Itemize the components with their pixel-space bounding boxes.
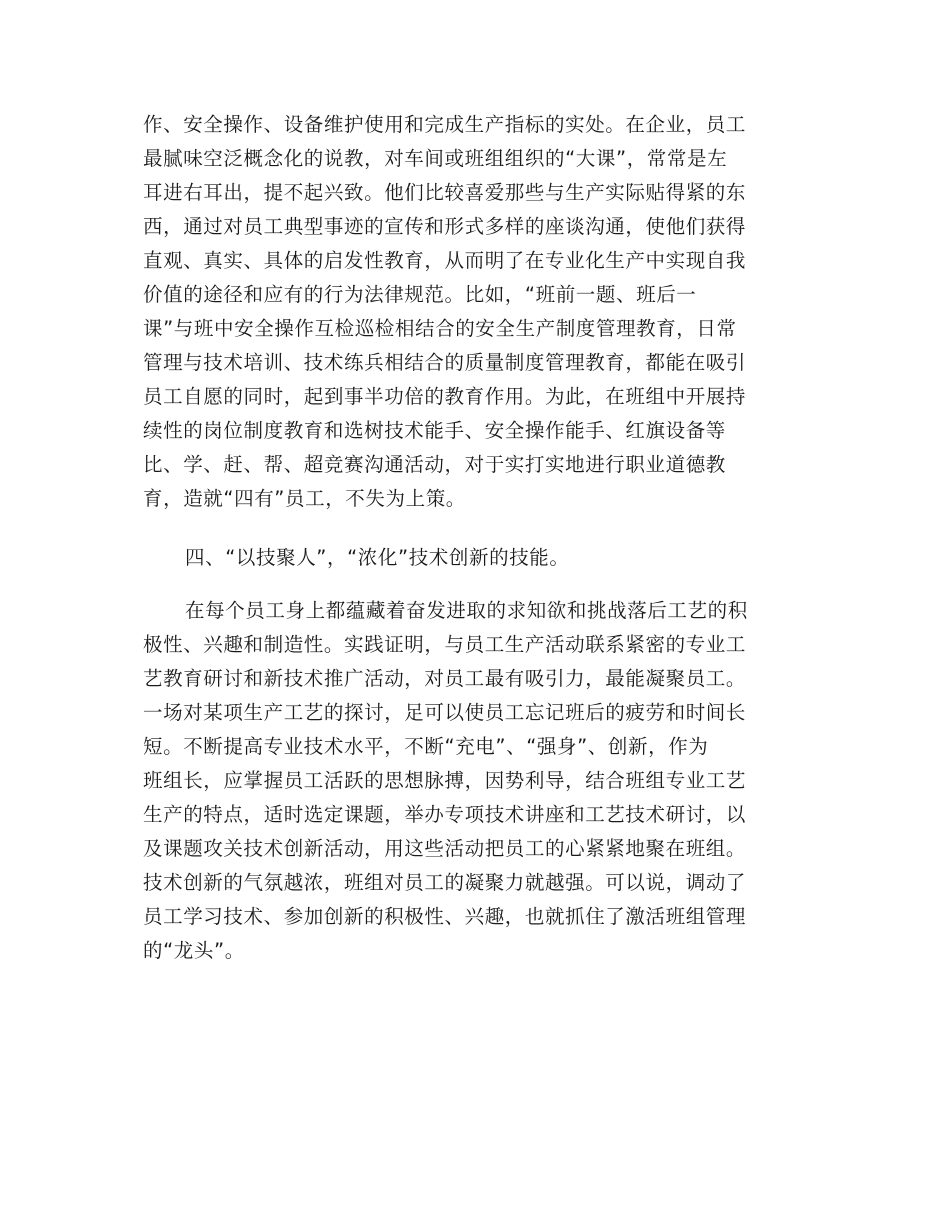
- paragraph-2-line: 员工学习技术、参加创新的积极性、兴趣，也就抓住了激活班组管理: [143, 905, 747, 928]
- paragraph-2-line: 一场对某项生产工艺的探讨，足可以使员工忘记班后的疲劳和时间长: [143, 701, 747, 724]
- paragraph-2-line: 极性、兴趣和制造性。实践证明，与员工生产活动联系紧密的专业工: [143, 633, 747, 656]
- paragraph-2-line: 班组长，应掌握员工活跃的思想脉搏，因势利导，结合班组专业工艺: [143, 769, 747, 792]
- paragraph-1-line: 课”与班中安全操作互检巡检相结合的安全生产制度管理教育，日常: [143, 317, 737, 340]
- paragraph-1-line: 员工自愿的同时，起到事半功倍的教育作用。为此，在班组中开展持: [143, 385, 747, 408]
- paragraph-2-line: 及课题攻关技术创新活动，用这些活动把员工的心紧紧地聚在班组。: [143, 837, 747, 860]
- paragraph-1-line: 直观、真实、具体的启发性教育，从而明了在专业化生产中实现自我: [143, 249, 747, 272]
- paragraph-1-line: 最腻味空泛概念化的说教，对车间或班组组织的“大课”，常常是左: [143, 147, 728, 170]
- paragraph-2-line: 艺教育研讨和新技术推广活动，对员工最有吸引力，最能凝聚员工。: [143, 667, 747, 690]
- paragraph-1-line: 西，通过对员工典型事迹的宣传和形式多样的座谈沟通，使他们获得: [143, 215, 747, 238]
- paragraph-2-line: 短。不断提高专业技术水平，不断“充电”、“强身”、创新，作为: [143, 735, 709, 758]
- paragraph-1-line: 作、安全操作、设备维护使用和完成生产指标的实处。在企业，员工: [143, 113, 747, 136]
- section-heading-4-text: 四、“以技聚人”，“浓化”技术创新的技能。: [185, 546, 570, 569]
- paragraph-1-line: 耳进右耳出，提不起兴致。他们比较喜爱那些与生产实际贴得紧的东: [143, 181, 747, 204]
- paragraph-1-line: 管理与技术培训、技术练兵相结合的质量制度管理教育，都能在吸引: [143, 351, 747, 374]
- paragraph-1-line: 价值的途径和应有的行为法律规范。比如，“班前一题、班后一: [143, 283, 697, 306]
- paragraph-1-line: 育，造就“四有”员工，不失为上策。: [143, 487, 466, 510]
- paragraph-1-line: 比、学、赶、帮、超竞赛沟通活动，对于实打实地进行职业道德教: [143, 453, 726, 476]
- paragraph-2-line: 的“龙头”。: [143, 939, 245, 962]
- paragraph-1-line: 续性的岗位制度教育和选树技术能手、安全操作能手、红旗设备等: [143, 419, 726, 442]
- paragraph-2-line: 在每个员工身上都蕴藏着奋发进取的求知欲和挑战落后工艺的积: [185, 599, 748, 622]
- paragraph-2-line: 生产的特点，适时选定课题，举办专项技术讲座和工艺技术研讨，以: [143, 803, 747, 826]
- paragraph-2-line: 技术创新的气氛越浓，班组对员工的凝聚力就越强。可以说，调动了: [143, 871, 747, 894]
